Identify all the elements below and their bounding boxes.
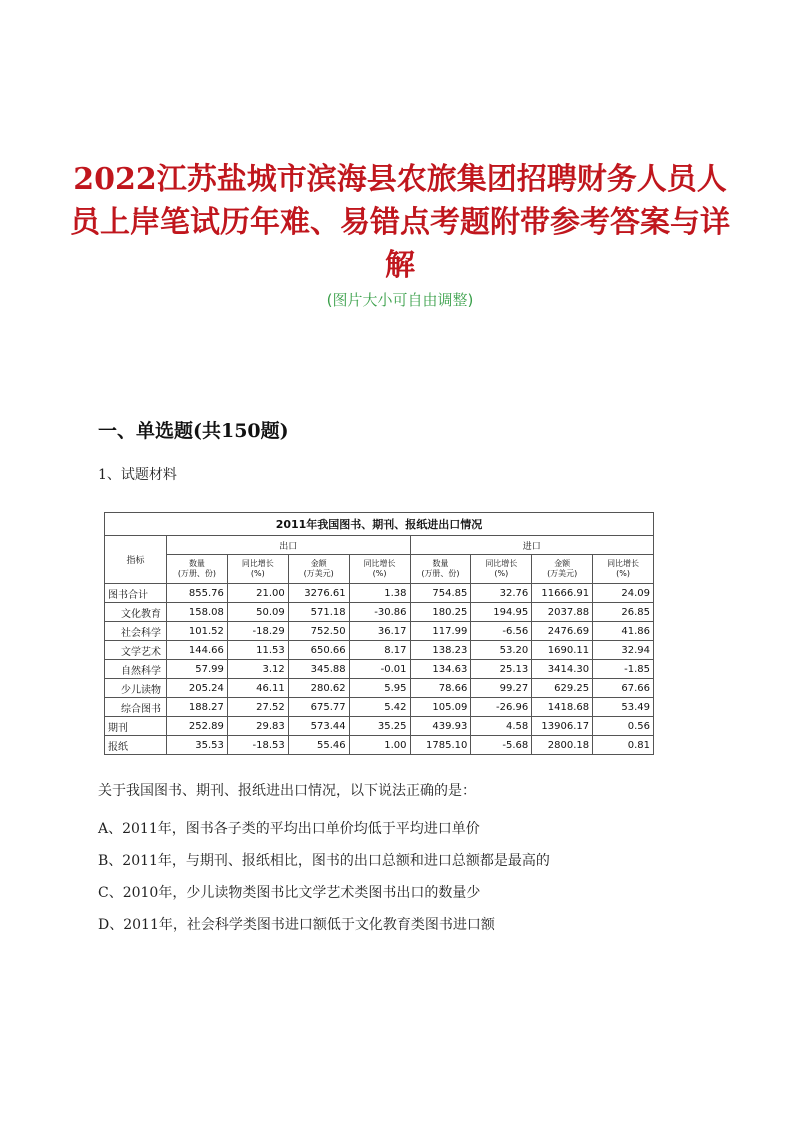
document-title: 2022江苏盐城市滨海县农旅集团招聘财务人员人员上岸笔试历年难、易错点考题附带参考答案与详解 — [70, 162, 730, 283]
table-cell: 11.53 — [227, 641, 288, 660]
table-cell: 99.27 — [471, 679, 532, 698]
table-cell: 345.88 — [288, 660, 349, 679]
column-header: 金额 (万美元) — [288, 555, 349, 584]
table-cell: -5.68 — [471, 736, 532, 755]
table-cell: 4.58 — [471, 717, 532, 736]
row-label: 图书合计 — [105, 584, 167, 603]
column-header: 同比增长 (%) — [227, 555, 288, 584]
table-cell: 11666.91 — [532, 584, 593, 603]
table-cell: 32.94 — [593, 641, 654, 660]
table-cell: -0.01 — [349, 660, 410, 679]
table-cell: 3.12 — [227, 660, 288, 679]
table-cell: 0.56 — [593, 717, 654, 736]
column-header: 同比增长 (%) — [471, 555, 532, 584]
table-cell: 101.52 — [167, 622, 228, 641]
table-cell: 35.53 — [167, 736, 228, 755]
data-table-wrapper — [104, 512, 654, 755]
table-cell: -26.96 — [471, 698, 532, 717]
table-cell: 194.95 — [471, 603, 532, 622]
table-cell: 439.93 — [410, 717, 471, 736]
table-cell: 27.52 — [227, 698, 288, 717]
table-cell: 2037.88 — [532, 603, 593, 622]
table-body — [105, 584, 654, 755]
table-cell: 117.99 — [410, 622, 471, 641]
table-cell: 650.66 — [288, 641, 349, 660]
table-cell: 67.66 — [593, 679, 654, 698]
table-cell: -30.86 — [349, 603, 410, 622]
table-cell: 629.25 — [532, 679, 593, 698]
import-export-table — [104, 512, 654, 755]
table-cell: 571.18 — [288, 603, 349, 622]
section-heading: 一、单选题(共150题) — [98, 420, 289, 442]
table-cell: 57.99 — [167, 660, 228, 679]
table-cell: 1.38 — [349, 584, 410, 603]
table-cell: 53.20 — [471, 641, 532, 660]
table-cell: 1690.11 — [532, 641, 593, 660]
row-label: 综合图书 — [105, 698, 167, 717]
table-cell: 32.76 — [471, 584, 532, 603]
table-cell: 13906.17 — [532, 717, 593, 736]
column-header: 数量 (万册、份) — [410, 555, 471, 584]
table-cell: 46.11 — [227, 679, 288, 698]
table-cell: 26.85 — [593, 603, 654, 622]
column-header: 同比增长 (%) — [593, 555, 654, 584]
table-cell: 158.08 — [167, 603, 228, 622]
table-cell: 24.09 — [593, 584, 654, 603]
table-row — [105, 736, 654, 755]
row-label: 自然科学 — [105, 660, 167, 679]
table-cell: 1.00 — [349, 736, 410, 755]
table-cell: 25.13 — [471, 660, 532, 679]
table-cell: 205.24 — [167, 679, 228, 698]
table-cell: -18.29 — [227, 622, 288, 641]
table-cell: 752.50 — [288, 622, 349, 641]
subheader-row — [105, 555, 654, 584]
table-cell: 280.62 — [288, 679, 349, 698]
row-label: 期刊 — [105, 717, 167, 736]
table-row — [105, 698, 654, 717]
table-cell: 1785.10 — [410, 736, 471, 755]
export-header: 出口 — [167, 536, 411, 555]
table-cell: 50.09 — [227, 603, 288, 622]
table-cell: 0.81 — [593, 736, 654, 755]
table-cell: -1.85 — [593, 660, 654, 679]
table-row — [105, 660, 654, 679]
table-cell: 21.00 — [227, 584, 288, 603]
table-cell: 3276.61 — [288, 584, 349, 603]
table-cell: 29.83 — [227, 717, 288, 736]
document-subtitle: (图片大小可自由调整) — [326, 291, 474, 309]
table-row — [105, 622, 654, 641]
table-cell: 180.25 — [410, 603, 471, 622]
table-cell: 675.77 — [288, 698, 349, 717]
table-row — [105, 679, 654, 698]
table-row — [105, 717, 654, 736]
table-row — [105, 584, 654, 603]
row-label: 报纸 — [105, 736, 167, 755]
table-cell: 78.66 — [410, 679, 471, 698]
table-cell: 2800.18 — [532, 736, 593, 755]
table-cell: 855.76 — [167, 584, 228, 603]
indicator-header: 指标 — [105, 536, 167, 584]
table-cell: 134.63 — [410, 660, 471, 679]
option-a[interactable]: A、2011年，图书各子类的平均出口单价均低于平均进口单价 — [98, 821, 480, 837]
table-cell: 8.17 — [349, 641, 410, 660]
table-cell: -18.53 — [227, 736, 288, 755]
table-cell: 41.86 — [593, 622, 654, 641]
row-label: 文学艺术 — [105, 641, 167, 660]
table-caption: 2011年我国图书、期刊、报纸进出口情况 — [105, 513, 654, 536]
option-d[interactable]: D、2011年，社会科学类图书进口额低于文化教育类图书进口额 — [98, 917, 495, 933]
table-cell: 3414.30 — [532, 660, 593, 679]
table-cell: -6.56 — [471, 622, 532, 641]
table-cell: 1418.68 — [532, 698, 593, 717]
question-stem: 关于我国图书、期刊、报纸进出口情况，以下说法正确的是： — [98, 783, 476, 799]
column-header: 金额 (万美元) — [532, 555, 593, 584]
question-number: 1、试题材料 — [98, 467, 177, 483]
row-label: 少儿读物 — [105, 679, 167, 698]
table-cell: 35.25 — [349, 717, 410, 736]
import-header: 进口 — [410, 536, 654, 555]
table-cell: 188.27 — [167, 698, 228, 717]
table-cell: 105.09 — [410, 698, 471, 717]
table-cell: 138.23 — [410, 641, 471, 660]
column-header: 数量 (万册、份) — [167, 555, 228, 584]
table-cell: 2476.69 — [532, 622, 593, 641]
table-cell: 53.49 — [593, 698, 654, 717]
option-c[interactable]: C、2010年，少儿读物类图书比文学艺术类图书出口的数量少 — [98, 885, 481, 901]
option-b[interactable]: B、2011年，与期刊、报纸相比，图书的出口总额和进口总额都是最高的 — [98, 853, 550, 869]
table-cell: 5.95 — [349, 679, 410, 698]
table-cell: 754.85 — [410, 584, 471, 603]
row-label: 社会科学 — [105, 622, 167, 641]
row-label: 文化教育 — [105, 603, 167, 622]
table-row — [105, 641, 654, 660]
table-cell: 5.42 — [349, 698, 410, 717]
table-cell: 144.66 — [167, 641, 228, 660]
table-cell: 252.89 — [167, 717, 228, 736]
table-cell: 55.46 — [288, 736, 349, 755]
table-row — [105, 603, 654, 622]
table-cell: 36.17 — [349, 622, 410, 641]
table-cell: 573.44 — [288, 717, 349, 736]
column-header: 同比增长 (%) — [349, 555, 410, 584]
